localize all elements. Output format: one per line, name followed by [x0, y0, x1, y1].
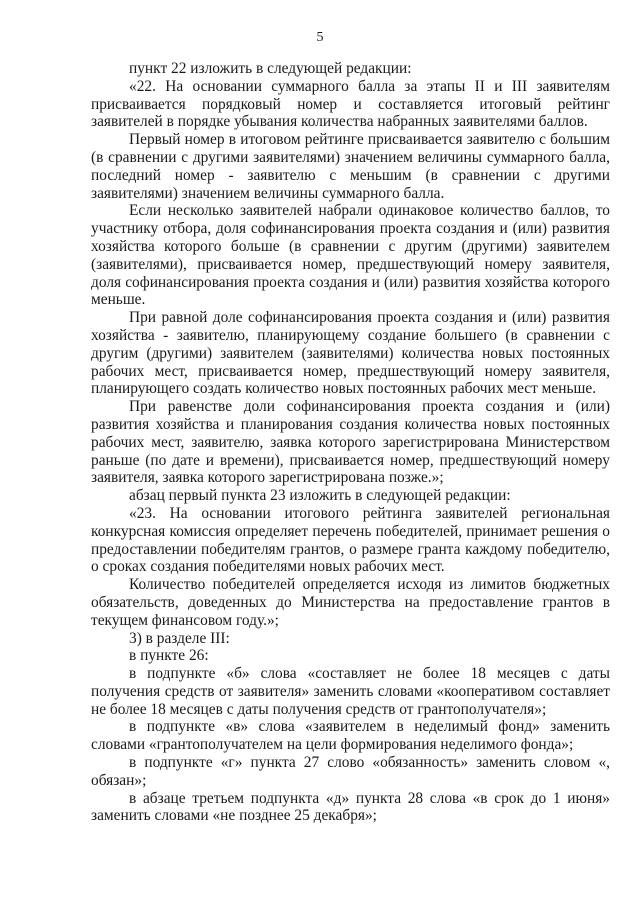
- paragraph-13: в подпункте «в» слова «заявителем в неделимый фонд» заменить словами «грантополучателем на цели формирования неделимого фонда»;: [91, 718, 610, 754]
- paragraph-11: в пункте 26:: [129, 647, 209, 665]
- paragraph-5: При равной доле софинансирования проекта создания и (или) развития хозяйства - заявителю, планирующему создание большего (в сравнении с другим (другими) заявителем (заявителями) количества новых постоянных рабочих мест, присваивается номер, предшествующий номеру заявителя, планирующего создать количество новых постоянных рабочих мест меньше.: [91, 309, 610, 398]
- paragraph-12: в подпункте «б» слова «составляет не более 18 месяцев с даты получения средств от заявителя» заменить словами «кооперативом составляет не более 18 месяцев с даты получения средств от грантополучателя»;: [91, 665, 610, 718]
- paragraph-6: При равенстве доли софинансирования проекта создания и (или) развития хозяйства и планирования создания количества новых постоянных рабочих мест, заявителю, заявка которого зарегистрирована Министерством раньше (по дате и времени), присваивается номер, предшествующий номеру заявителя, заявка которого зарегистрирована позже.»;: [91, 398, 610, 487]
- paragraph-7: абзац первый пункта 23 изложить в следующей редакции:: [129, 487, 511, 505]
- paragraph-10: 3) в разделе III:: [129, 629, 230, 647]
- paragraph-9: Количество победителей определяется исходя из лимитов бюджетных обязательств, доведенных до Министерства на предоставление грантов в текущем финансовом году.»;: [91, 576, 610, 629]
- page-number: 5: [316, 30, 324, 45]
- paragraph-4: Если несколько заявителей набрали одинаковое количество баллов, то участнику отбора, доля софинансирования проекта создания и (или) развития хозяйства которого больше (в сравнении с другим (другими) заявителем (заявителями), присваивается номер, предшествующий номеру заявителя, доля софинансирования проекта создания и (или) развития хозяйства которого меньше.: [91, 202, 610, 309]
- document-body: [91, 60, 610, 825]
- paragraph-15: в абзаце третьем подпункта «д» пункта 28 слова «в срок до 1 июня» заменить словами «не позднее 25 декабря»;: [91, 789, 610, 825]
- paragraph-8: «23. На основании итогового рейтинга заявителей региональная конкурсная комиссия определяет перечень победителей, принимает решения о предоставлении победителям грантов, о размере гранта каждому победителю, о сроках создания победителями новых рабочих мест.: [91, 504, 610, 576]
- paragraph-14: в подпункте «г» пункта 27 слово «обязанность» заменить словом «, обязан»;: [91, 754, 610, 789]
- paragraph-1: пункт 22 изложить в следующей редакции:: [129, 60, 412, 77]
- paragraph-3: Первый номер в итоговом рейтинге присваивается заявителю с большим (в сравнении с другими заявителями) значением величины суммарного балла, последний номер - заявителю с меньшим (в сравнении с другими заявителями) значением величины суммарного балла.: [91, 131, 610, 202]
- paragraph-2: «22. На основании суммарного балла за этапы II и III заявителям присваивается порядковый номер и составляется итоговый рейтинг заявителей в порядке убывания количества набранных заявителями баллов.: [91, 77, 610, 131]
